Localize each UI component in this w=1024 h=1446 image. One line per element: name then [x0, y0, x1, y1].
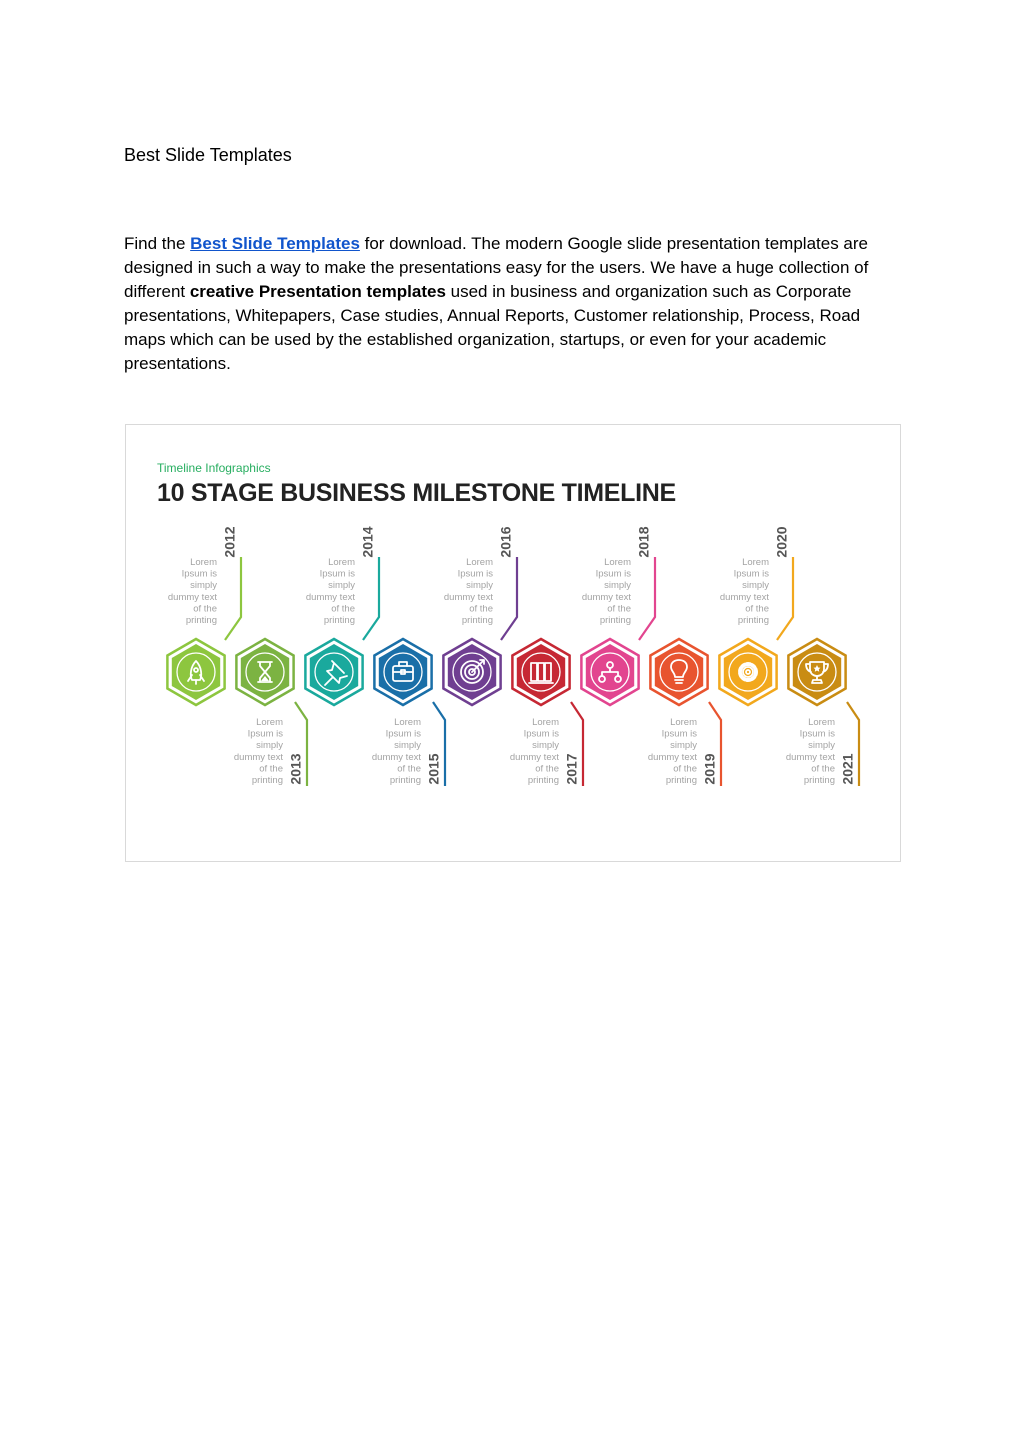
milestone-year: 2016: [497, 526, 514, 558]
milestone-timeline: [126, 425, 902, 863]
milestone-text: Lorem: [190, 557, 217, 568]
milestone-year: 2020: [773, 526, 790, 558]
connector-line: [777, 557, 793, 640]
milestone-text: Lorem: [394, 717, 421, 728]
milestone-text: printing: [527, 775, 559, 786]
milestone-text: Lorem: [466, 557, 493, 568]
milestone-text: simply: [604, 580, 631, 592]
milestone-text: dummy text: [719, 591, 769, 603]
milestone-text: simply: [394, 740, 421, 752]
milestone-year: 2014: [359, 526, 376, 558]
milestone-text: Ipsum is: [385, 728, 421, 740]
milestone-text: simply: [466, 580, 493, 592]
milestone-text: printing: [461, 615, 493, 626]
milestone-text: Ipsum is: [247, 728, 283, 740]
milestone-2015: [372, 639, 445, 786]
milestone-text: Lorem: [670, 717, 697, 728]
milestone-text: Ipsum is: [523, 728, 559, 740]
milestone-2021: [786, 639, 859, 786]
document-paragraph: [124, 232, 904, 376]
milestone-2017: [510, 639, 583, 786]
milestone-text: Ipsum is: [457, 568, 493, 580]
milestone-text: printing: [251, 775, 283, 786]
milestone-text: printing: [323, 615, 355, 626]
best-slide-templates-link[interactable]: Best Slide Templates: [190, 234, 360, 253]
milestone-2012: [167, 526, 241, 705]
milestone-text: of the: [745, 603, 769, 615]
milestone-2019: [648, 639, 721, 786]
milestone-year: 2012: [221, 526, 238, 558]
milestone-text: of the: [469, 603, 493, 615]
milestone-year: 2021: [839, 753, 856, 785]
milestone-text: Lorem: [532, 717, 559, 728]
milestone-year: 2017: [563, 753, 580, 785]
milestone-text: of the: [193, 603, 217, 615]
connector-line: [639, 557, 655, 640]
milestone-text: Ipsum is: [595, 568, 631, 580]
milestone-text: dummy text: [647, 751, 697, 763]
milestone-text: Lorem: [604, 557, 631, 568]
para-suffix: used in business and organization such as Corporate presentations, Whitepapers, Case studies, Annual Reports, Customer relationship, Process, Road maps which can be used by the established organization, startups, or even for your academic presentations.: [124, 282, 861, 373]
milestone-year: 2015: [425, 753, 442, 785]
milestone-year: 2013: [287, 753, 304, 785]
milestone-text: simply: [742, 580, 769, 592]
milestone-text: printing: [389, 775, 421, 786]
milestone-text: simply: [190, 580, 217, 592]
milestone-2014: [305, 526, 379, 705]
milestone-text: of the: [535, 763, 559, 775]
milestone-text: of the: [259, 763, 283, 775]
milestone-text: simply: [808, 740, 835, 752]
milestone-2016: [443, 526, 517, 705]
milestone-text: of the: [607, 603, 631, 615]
milestone-text: simply: [328, 580, 355, 592]
milestone-2013: [234, 639, 307, 786]
slide-image: [125, 424, 901, 862]
connector-line: [501, 557, 517, 640]
milestone-text: dummy text: [443, 591, 493, 603]
milestone-text: dummy text: [233, 751, 283, 763]
milestone-text: simply: [532, 740, 559, 752]
milestone-text: Ipsum is: [733, 568, 769, 580]
milestone-text: dummy text: [167, 591, 217, 603]
milestone-text: printing: [737, 615, 769, 626]
milestone-text: dummy text: [581, 591, 631, 603]
milestone-text: dummy text: [785, 751, 835, 763]
milestone-text: Ipsum is: [661, 728, 697, 740]
milestone-year: 2019: [701, 753, 718, 785]
slide-subtitle: Timeline Infographics: [157, 461, 271, 475]
milestone-text: of the: [397, 763, 421, 775]
document-title: Best Slide Templates: [124, 145, 292, 165]
milestone-text: printing: [803, 775, 835, 786]
milestone-text: Ipsum is: [181, 568, 217, 580]
milestone-text: printing: [185, 615, 217, 626]
milestone-year: 2018: [635, 526, 652, 558]
milestone-text: printing: [599, 615, 631, 626]
milestone-text: simply: [256, 740, 283, 752]
milestone-text: Lorem: [742, 557, 769, 568]
milestone-text: dummy text: [509, 751, 559, 763]
slide-title: 10 STAGE BUSINESS MILESTONE TIMELINE: [157, 479, 676, 507]
milestone-text: of the: [673, 763, 697, 775]
para-mid: for download. The modern Google slide presentation templates are designed in such a way to make the presentations easy for the users. We have a huge collection of different: [124, 234, 869, 301]
milestone-text: printing: [665, 775, 697, 786]
milestone-text: Lorem: [256, 717, 283, 728]
milestone-text: simply: [670, 740, 697, 752]
connector-line: [225, 557, 241, 640]
connector-line: [363, 557, 379, 640]
milestone-text: Ipsum is: [799, 728, 835, 740]
milestone-text: Ipsum is: [319, 568, 355, 580]
milestone-text: of the: [811, 763, 835, 775]
milestone-text: dummy text: [371, 751, 421, 763]
milestone-text: Lorem: [328, 557, 355, 568]
milestone-text: of the: [331, 603, 355, 615]
milestone-text: dummy text: [305, 591, 355, 603]
para-prefix: Find the: [124, 234, 191, 253]
para-bold-text: creative Presentation templates: [189, 282, 446, 301]
milestone-2020: [719, 526, 793, 705]
milestone-text: Lorem: [808, 717, 835, 728]
milestone-2018: [581, 526, 655, 705]
